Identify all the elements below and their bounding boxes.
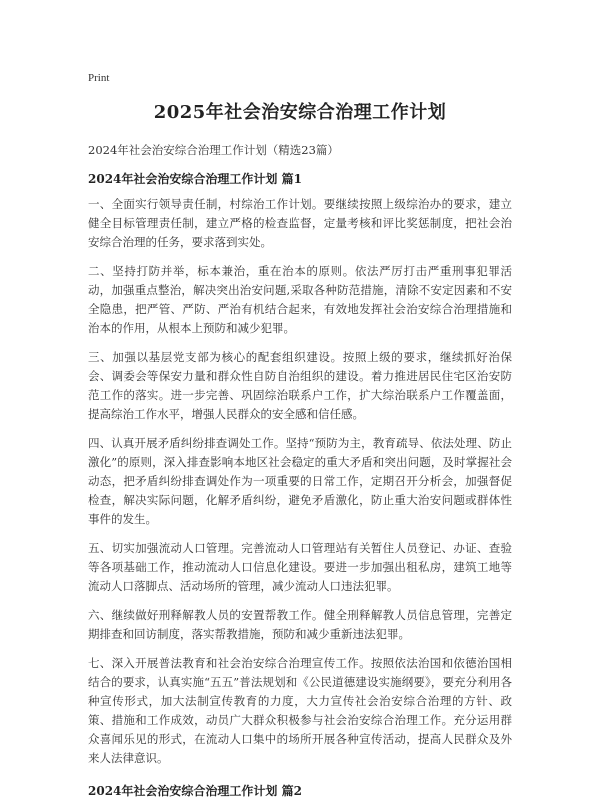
paragraph-1: 一、全面实行领导责任制，村综治工作计划。要继续按照上级综治办的要求，建立健全目标管理责任制，建立严格的检查监督，定量考核和评比奖惩制度，把社会治安综合治理的任务，要求落到实处。 — [88, 197, 512, 249]
paragraph-6: 六、继续做好刑释解教人员的安置帮教工作。健全刑释解教人员信息管理，完善定期排查和回访制度，落实帮教措施，预防和减少重新违法犯罪。 — [88, 608, 512, 641]
print-link[interactable]: Print — [88, 72, 110, 84]
section-heading-1: 2024年社会治安综合治理工作计划 篇1 — [88, 172, 302, 186]
paragraph-5: 五、切实加强流动人口管理。完善流动人口管理站有关暂住人员登记、办证、查验等各项基础工作，推动流动人口信息化建设。要进一步加强出租私房，建筑工地等流动人口落脚点、活动场所的管理，减少流动人口违法犯罪。 — [88, 541, 512, 593]
paragraph-2: 二、坚持打防并举，标本兼治，重在治本的原则。依法严厉打击严重刑事犯罪活动，加强重点整治，解决突出治安问题,采取各种防范措施，清除不安定因素和不安全隐患，把严管、严防、严治有机结合起来，有效地发挥社会治安综合治理措施和治本的作用，从根本上预防和减少犯罪。 — [88, 264, 512, 335]
section-heading-2: 2024年社会治安综合治理工作计划 篇2 — [88, 784, 302, 798]
document-title: 2025年社会治安综合治理工作计划 — [153, 102, 447, 123]
paragraph-4: 四、认真开展矛盾纠纷排查调处工作。坚持“预防为主，教育疏导、依法处理、防止激化”的原则，深入排查影响本地区社会稳定的重大矛盾和突出问题，及时掌握社会动态，把矛盾纠纷排查调处作为一项重要的日常工作，定期召开分析会，加强督促检查，解决实际问题，化解矛盾纠纷，避免矛盾激化，防止重大治安问题或群体性事件的发生。 — [88, 436, 512, 526]
document-subtitle: 2024年社会治安综合治理工作计划（精选23篇） — [88, 143, 339, 157]
paragraph-7: 七、深入开展普法教育和社会治安综合治理宣传工作。按照依法治国和依德治国相结合的要求，认真实施“五五”普法规划和《公民道德建设实施纲要》，要充分利用各种宣传形式，加大法制宣传教育的力度，大力宣传社会治安综合治理的方针、政策、措施和工作成效，动员广大群众积极参与社会治安综合治理工作。充分运用群众喜闻乐见的形式，在流动人口集中的场所开展各种宣传活动，提高人民群众及外来人法律意识。 — [88, 656, 512, 765]
paragraph-3: 三、加强以基层党支部为核心的配套组织建设。按照上级的要求，继续抓好治保会、调委会等保安力量和群众性自防自治组织的建设。着力推进居民住宅区治安防范工作的落实。进一步完善、巩固综治联系户工作，扩大综治联系户工作覆盖面，提高综治工作水平，增强人民群众的安全感和信任感。 — [88, 350, 512, 421]
